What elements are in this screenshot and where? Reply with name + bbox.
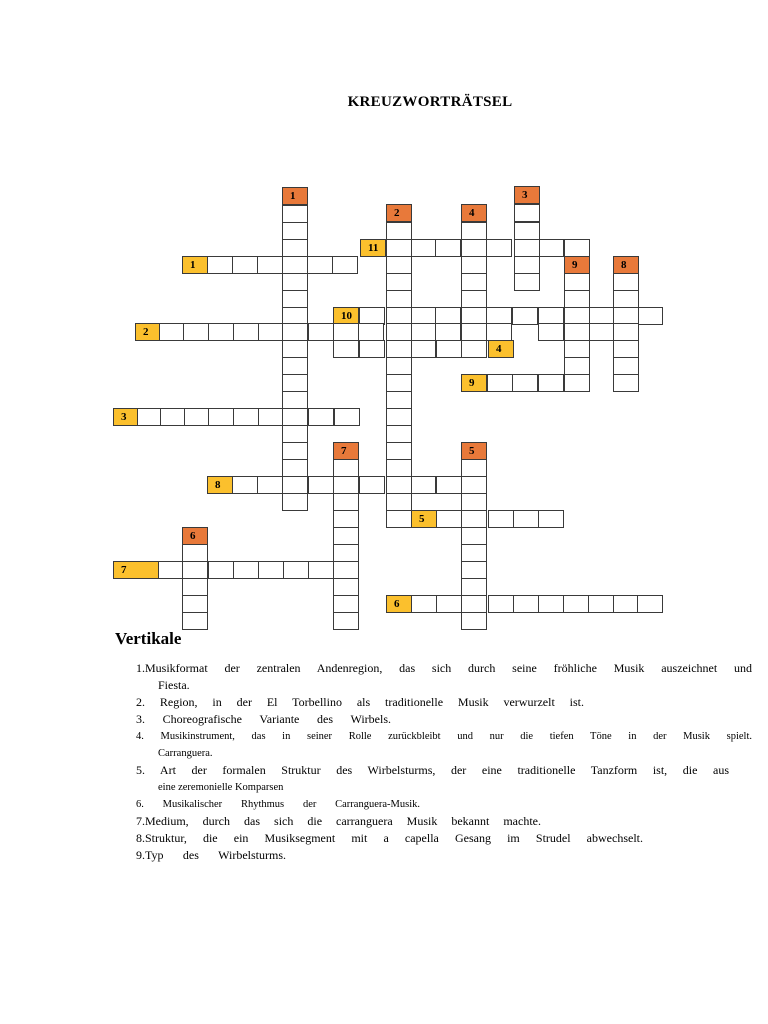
cell[interactable] <box>282 340 308 358</box>
cell[interactable] <box>386 493 412 511</box>
cell[interactable] <box>436 340 462 358</box>
cell[interactable] <box>613 323 639 341</box>
down-clue-9: 9 <box>564 256 590 274</box>
down-clue-6: 6 <box>182 527 208 545</box>
cell[interactable] <box>208 323 234 341</box>
cell[interactable] <box>386 459 412 477</box>
cell[interactable] <box>232 256 258 274</box>
cell[interactable] <box>564 239 590 257</box>
cell[interactable] <box>514 239 540 257</box>
cell[interactable] <box>486 323 512 341</box>
across-clue-9: 9 <box>461 374 487 392</box>
cell[interactable] <box>333 340 359 358</box>
cell[interactable] <box>386 408 412 426</box>
cell[interactable] <box>308 476 334 494</box>
cell[interactable] <box>513 510 539 528</box>
cell[interactable] <box>282 374 308 392</box>
cell[interactable] <box>514 222 540 240</box>
cell[interactable] <box>514 204 540 222</box>
down-clue-7: 7 <box>333 442 359 460</box>
cell[interactable] <box>258 323 284 341</box>
cell[interactable] <box>386 239 412 257</box>
cell[interactable] <box>233 323 259 341</box>
down-clue-3: 3 <box>514 186 540 204</box>
cell[interactable] <box>386 340 412 358</box>
across-clue-8: 8 <box>207 476 233 494</box>
cell[interactable] <box>461 510 487 528</box>
cell[interactable] <box>282 408 308 426</box>
cell[interactable] <box>436 595 462 613</box>
cell[interactable] <box>334 408 360 426</box>
cell[interactable] <box>564 340 590 358</box>
cell[interactable] <box>563 595 589 613</box>
cell[interactable] <box>410 340 436 358</box>
cell[interactable] <box>257 256 283 274</box>
clue-text: 5. Art der formalen Struktur des Wirbelsturms, der eine traditionelle Tanzform ist, die aus <box>136 763 729 777</box>
cell[interactable] <box>461 222 487 240</box>
cell[interactable] <box>386 425 412 443</box>
across-clue-2: 2 <box>135 323 161 341</box>
cell[interactable] <box>282 222 308 240</box>
cell[interactable] <box>410 239 436 257</box>
cell[interactable] <box>333 493 359 511</box>
clue-item <box>136 660 752 694</box>
cell[interactable] <box>386 323 412 341</box>
cell[interactable] <box>282 273 308 291</box>
clue-item <box>136 694 584 711</box>
cell[interactable] <box>332 256 358 274</box>
clue-item <box>136 813 541 830</box>
cell[interactable] <box>386 476 412 494</box>
cell[interactable] <box>182 578 208 596</box>
cell[interactable] <box>435 239 461 257</box>
cell[interactable] <box>282 442 308 460</box>
cell[interactable] <box>538 595 564 613</box>
cell[interactable] <box>184 408 210 426</box>
down-clue-2: 2 <box>386 204 412 222</box>
cell[interactable] <box>282 290 308 308</box>
cell[interactable] <box>307 256 333 274</box>
cell[interactable] <box>461 595 487 613</box>
clue-text: 9.Typ des Wirbelsturms. <box>136 848 286 862</box>
cell[interactable] <box>282 357 308 375</box>
cell[interactable] <box>333 323 359 341</box>
cell[interactable] <box>283 561 309 579</box>
cell[interactable] <box>258 561 284 579</box>
cell[interactable] <box>613 357 639 375</box>
cell[interactable] <box>386 374 412 392</box>
cell[interactable] <box>386 222 412 240</box>
cell[interactable] <box>613 595 639 613</box>
cell[interactable] <box>182 561 208 579</box>
cell[interactable] <box>182 595 208 613</box>
cell[interactable] <box>282 476 308 494</box>
cell[interactable] <box>461 256 487 274</box>
cell[interactable] <box>461 544 487 562</box>
clue-text: 7.Medium, durch das sich die carranguera Musik bekannt machte. <box>136 814 541 828</box>
cell[interactable] <box>512 307 538 325</box>
clue-text: 4. Musikinstrument, das in seiner Rolle zurückbleibt und nur die tiefen Töne in der Musik spielt. <box>136 731 752 742</box>
clue-item <box>136 847 286 864</box>
cell[interactable] <box>514 273 540 291</box>
cell[interactable] <box>183 323 209 341</box>
cell[interactable] <box>637 307 663 325</box>
clue-text-continued: eine zeremonielle Komparsen <box>158 782 284 793</box>
cell[interactable] <box>182 612 208 630</box>
across-clue-7: 7 <box>113 561 159 579</box>
clue-item <box>136 711 391 728</box>
cell[interactable] <box>538 239 564 257</box>
cell[interactable] <box>637 595 663 613</box>
cell[interactable] <box>282 239 308 257</box>
cell[interactable] <box>436 476 462 494</box>
cell[interactable] <box>208 561 234 579</box>
cell[interactable] <box>386 290 412 308</box>
cell[interactable] <box>512 374 538 392</box>
cell[interactable] <box>386 510 412 528</box>
clue-text: 6. Musikalischer Rhythmus der Carranguera-Musik. <box>136 799 420 810</box>
cell[interactable] <box>564 357 590 375</box>
across-clue-1: 1 <box>182 256 208 274</box>
cell[interactable] <box>461 493 487 511</box>
cell[interactable] <box>435 323 461 341</box>
clue-text-continued: Carranguera. <box>158 748 213 759</box>
cell[interactable] <box>538 510 564 528</box>
clue-item <box>136 796 420 813</box>
cell[interactable] <box>333 476 359 494</box>
across-clue-10: 10 <box>333 307 359 325</box>
cell[interactable] <box>538 374 564 392</box>
cell[interactable] <box>386 256 412 274</box>
cell[interactable] <box>613 374 639 392</box>
cell[interactable] <box>436 510 462 528</box>
cell[interactable] <box>282 459 308 477</box>
across-clue-6: 6 <box>386 595 412 613</box>
cell[interactable] <box>386 391 412 409</box>
cell[interactable] <box>513 595 539 613</box>
cell[interactable] <box>486 239 512 257</box>
clue-text: 3. Choreografische Variante des Wirbels. <box>136 712 391 726</box>
clue-item <box>136 762 729 796</box>
cell[interactable] <box>461 273 487 291</box>
cell[interactable] <box>308 323 334 341</box>
cell[interactable] <box>386 357 412 375</box>
cell[interactable] <box>461 527 487 545</box>
down-clue-1: 1 <box>282 187 308 205</box>
cell[interactable] <box>208 408 234 426</box>
cell[interactable] <box>282 425 308 443</box>
page-title: KREUZWORTRÄTSEL <box>347 94 513 110</box>
cell[interactable] <box>257 476 283 494</box>
cell[interactable] <box>461 290 487 308</box>
cell[interactable] <box>333 510 359 528</box>
cell[interactable] <box>233 408 259 426</box>
cell[interactable] <box>461 578 487 596</box>
section-title-vertical: Vertikale <box>115 629 182 648</box>
cell[interactable] <box>308 408 334 426</box>
across-clue-5: 5 <box>411 510 437 528</box>
cell[interactable] <box>386 273 412 291</box>
clue-list <box>136 660 752 864</box>
across-clue-11: 11 <box>360 239 386 257</box>
cell[interactable] <box>333 527 359 545</box>
across-clue-4: 4 <box>488 340 514 358</box>
cell[interactable] <box>461 476 487 494</box>
cell[interactable] <box>410 323 436 341</box>
cell[interactable] <box>461 612 487 630</box>
cell[interactable] <box>564 323 590 341</box>
cell[interactable] <box>613 273 639 291</box>
cell[interactable] <box>461 459 487 477</box>
cell[interactable] <box>538 323 564 341</box>
cell[interactable] <box>160 408 186 426</box>
cell[interactable] <box>461 323 487 341</box>
cell[interactable] <box>488 595 514 613</box>
cell[interactable] <box>461 561 487 579</box>
clue-item <box>136 728 752 762</box>
cell[interactable] <box>564 273 590 291</box>
cell[interactable] <box>282 323 308 341</box>
cell[interactable] <box>232 476 258 494</box>
cell[interactable] <box>282 391 308 409</box>
cell[interactable] <box>589 323 615 341</box>
across-clue-3: 3 <box>113 408 139 426</box>
cell[interactable] <box>386 442 412 460</box>
cell[interactable] <box>333 561 359 579</box>
cell[interactable] <box>258 408 284 426</box>
cell[interactable] <box>358 323 384 341</box>
down-clue-5: 5 <box>461 442 487 460</box>
cell[interactable] <box>564 374 590 392</box>
cell[interactable] <box>461 239 487 257</box>
cell[interactable] <box>333 612 359 630</box>
cell[interactable] <box>333 459 359 477</box>
down-clue-8: 8 <box>613 256 639 274</box>
clue-text: 1.Musikformat der zentralen Andenregion, das sich durch seine fröhliche Musik auszeichnet und <box>136 661 752 675</box>
cell[interactable] <box>308 561 334 579</box>
cell[interactable] <box>514 256 540 274</box>
cell[interactable] <box>613 290 639 308</box>
clue-text: 2. Region, in der El Torbellino als traditionelle Musik verwurzelt ist. <box>136 695 584 709</box>
cell[interactable] <box>333 595 359 613</box>
cell[interactable] <box>461 340 487 358</box>
clue-text-continued: Fiesta. <box>158 678 190 692</box>
cell[interactable] <box>333 544 359 562</box>
cell[interactable] <box>207 256 233 274</box>
cell[interactable] <box>159 323 185 341</box>
clue-text: 8.Struktur, die ein Musiksegment mit a capella Gesang im Strudel abwechselt. <box>136 831 643 845</box>
cell[interactable] <box>333 578 359 596</box>
cell[interactable] <box>588 595 614 613</box>
cell[interactable] <box>282 205 308 223</box>
cell[interactable] <box>613 340 639 358</box>
cell[interactable] <box>487 374 513 392</box>
cell[interactable] <box>564 290 590 308</box>
down-clue-4: 4 <box>461 204 487 222</box>
cell[interactable] <box>411 595 437 613</box>
cell[interactable] <box>359 476 385 494</box>
clue-item <box>136 830 643 847</box>
cell[interactable] <box>488 510 514 528</box>
cell[interactable] <box>158 561 184 579</box>
cell[interactable] <box>182 544 208 562</box>
cell[interactable] <box>233 561 259 579</box>
cell[interactable] <box>282 493 308 511</box>
cell[interactable] <box>410 476 436 494</box>
cell[interactable] <box>282 256 308 274</box>
cell[interactable] <box>359 340 385 358</box>
